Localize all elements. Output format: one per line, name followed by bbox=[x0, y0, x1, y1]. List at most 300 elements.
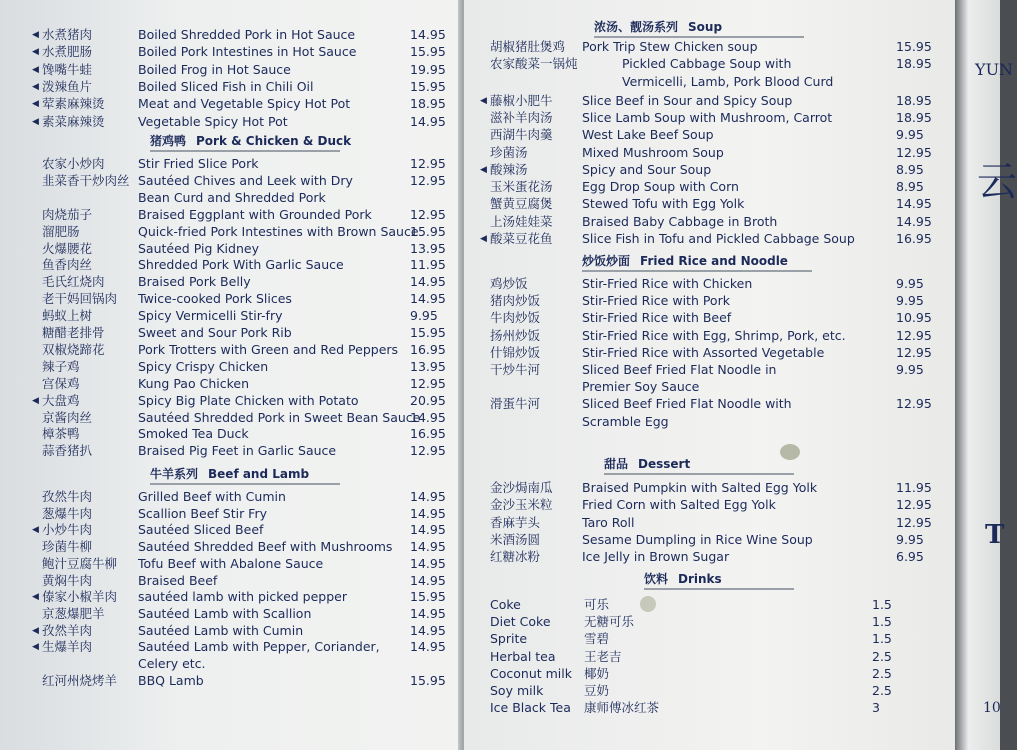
item-marker-icon: ◀ bbox=[32, 525, 39, 536]
item-price: 13.95 bbox=[410, 358, 446, 374]
item-name-english: Ice Black Tea bbox=[490, 700, 571, 716]
item-name-chinese: 滑蛋牛河 bbox=[490, 396, 541, 412]
item-price: 18.95 bbox=[896, 109, 932, 125]
item-name-chinese: 京葱爆肥羊 bbox=[42, 605, 105, 621]
menu-item-row bbox=[42, 555, 447, 573]
item-price: 12.95 bbox=[896, 497, 932, 513]
item-price: 9.95 bbox=[896, 293, 924, 309]
menu-item-row bbox=[42, 488, 447, 506]
item-name-english: Sprite bbox=[490, 631, 528, 647]
item-price: 12.95 bbox=[410, 443, 446, 459]
item-name-chinese: 馋嘴牛蛙 bbox=[42, 61, 93, 77]
menu-item-row bbox=[42, 672, 447, 690]
section-header-chinese: 饮料 bbox=[644, 572, 669, 586]
item-name-english: Boiled Frog in Hot Sauce bbox=[138, 61, 291, 77]
item-name-chinese: 珍菌牛柳 bbox=[42, 539, 93, 555]
item-name-english: Pork Trotters with Green and Red Peppers bbox=[138, 341, 399, 357]
item-name-english: Braised Eggplant with Grounded Pork bbox=[138, 206, 372, 222]
item-name-chinese: 水煮肥肠 bbox=[42, 44, 93, 60]
item-name-chinese: 豆奶 bbox=[584, 683, 610, 698]
item-price: 10.95 bbox=[896, 310, 932, 326]
item-name-english: Bean Curd and Shredded Pork bbox=[138, 189, 326, 205]
item-name-english: Vermicelli, Lamb, Pork Blood Curd bbox=[622, 73, 834, 89]
section-header-english: Beef and Lamb bbox=[208, 467, 310, 481]
item-price: 18.95 bbox=[896, 92, 932, 108]
item-name-chinese: 素菜麻辣烫 bbox=[42, 113, 105, 129]
item-price: 1.5 bbox=[872, 597, 892, 612]
menu-item-row bbox=[32, 622, 447, 640]
item-name-chinese: 孜然羊肉 bbox=[42, 622, 93, 638]
menu-item-row bbox=[42, 273, 447, 291]
item-name-english: Smoked Tea Duck bbox=[138, 426, 249, 442]
item-name-english: Sweet and Sour Pork Rib bbox=[138, 325, 292, 340]
item-name-english: Braised Baby Cabbage in Broth bbox=[582, 213, 778, 229]
item-name-chinese: 无糖可乐 bbox=[584, 614, 635, 630]
menu-item-row bbox=[490, 514, 932, 532]
item-marker-icon: ◀ bbox=[32, 592, 39, 603]
item-name-english: Slice Fish in Tofu and Pickled Cabbage Soup bbox=[582, 231, 855, 246]
item-name-chinese: 扬州炒饭 bbox=[490, 327, 541, 343]
item-name-english: Spicy Crispy Chicken bbox=[138, 358, 269, 374]
item-price: 15.95 bbox=[410, 78, 446, 94]
item-price: 15.95 bbox=[410, 325, 446, 340]
item-name-english: sautéed lamb with picked pepper bbox=[138, 589, 347, 605]
section-header-english: Drinks bbox=[678, 572, 722, 586]
menu-item-row bbox=[480, 161, 924, 179]
item-name-english: Sautéed Pig Kidney bbox=[138, 240, 259, 256]
item-price: 15.95 bbox=[410, 223, 446, 239]
section-header bbox=[644, 570, 794, 590]
item-price: 14.95 bbox=[410, 489, 446, 504]
menu-item-row bbox=[490, 395, 932, 413]
item-name-chinese: 干炒牛河 bbox=[490, 362, 541, 377]
item-name-chinese: 韭菜香干炒肉丝 bbox=[42, 172, 130, 188]
edge-text: 10 bbox=[983, 700, 1001, 716]
item-price: 9.95 bbox=[896, 276, 924, 291]
menu-item-row bbox=[490, 596, 910, 614]
item-name-chinese: 水煮猪肉 bbox=[42, 27, 93, 42]
item-name-english: Stir-Fried Rice with Chicken bbox=[582, 276, 753, 291]
item-marker-icon: ◀ bbox=[32, 30, 39, 40]
section-header-english: Fried Rice and Noodle bbox=[640, 254, 788, 268]
item-price: 12.95 bbox=[896, 514, 932, 530]
item-price: 18.95 bbox=[896, 56, 932, 72]
item-name-english: Stir-Fried Rice with Pork bbox=[582, 293, 730, 309]
item-price: 14.95 bbox=[410, 505, 446, 521]
item-marker-icon: ◀ bbox=[32, 395, 39, 406]
menu-item-row bbox=[32, 26, 447, 44]
menu-item-row bbox=[42, 375, 447, 393]
item-price: 9.95 bbox=[896, 127, 924, 143]
menu-item-row bbox=[480, 230, 932, 248]
menu-item-row bbox=[490, 327, 932, 345]
item-name-chinese: 樟茶鸭 bbox=[42, 426, 80, 442]
menu-item-row bbox=[490, 275, 924, 293]
item-name-chinese: 黄焖牛肉 bbox=[42, 572, 93, 588]
item-name-chinese: 农家小炒肉 bbox=[42, 156, 105, 171]
item-name-english: Pickled Cabbage Soup with bbox=[622, 56, 792, 72]
item-name-chinese: 辣子鸡 bbox=[42, 358, 80, 374]
item-name-english: Ice Jelly in Brown Sugar bbox=[582, 549, 730, 565]
item-name-english: Coke bbox=[490, 597, 521, 612]
next-page-edge bbox=[955, 0, 1017, 750]
item-name-chinese: 米酒汤圆 bbox=[490, 531, 541, 547]
item-name-chinese: 红河州烧烤羊 bbox=[42, 672, 118, 688]
item-name-chinese: 酸菜豆花鱼 bbox=[490, 231, 553, 246]
section-header bbox=[604, 455, 794, 475]
section-header bbox=[594, 18, 804, 38]
item-name-chinese: 康师傅冰红茶 bbox=[584, 700, 660, 716]
menu-item-row bbox=[490, 496, 932, 514]
item-name-english: Taro Roll bbox=[582, 514, 635, 530]
menu-item-row bbox=[32, 588, 447, 606]
item-name-chinese: 牛肉炒饭 bbox=[490, 310, 541, 326]
section-header-english: Soup bbox=[688, 20, 723, 34]
menu-item-row bbox=[42, 223, 447, 241]
item-price: 19.95 bbox=[410, 61, 446, 77]
item-price: 15.95 bbox=[410, 44, 446, 60]
item-name-chinese: 雪碧 bbox=[584, 631, 610, 647]
menu-item-row bbox=[490, 479, 932, 497]
item-price: 16.95 bbox=[410, 426, 446, 442]
item-name-chinese: 金沙玉米粒 bbox=[490, 497, 553, 513]
item-name-chinese: 可乐 bbox=[584, 597, 610, 612]
item-name-english: Coconut milk bbox=[490, 665, 572, 681]
item-price: 8.95 bbox=[896, 161, 924, 177]
item-name-english: Sliced Beef Fried Flat Noodle in bbox=[582, 362, 777, 377]
menu-item-row bbox=[42, 655, 447, 673]
menu-item-row bbox=[490, 648, 910, 666]
item-price: 14.95 bbox=[410, 522, 446, 538]
item-name-chinese: 蚂蚁上树 bbox=[42, 308, 93, 324]
menu-item-row bbox=[42, 442, 447, 460]
item-price: 14.95 bbox=[410, 639, 446, 655]
menu-item-row bbox=[490, 73, 910, 91]
menu-item-row bbox=[42, 206, 447, 224]
item-price: 14.95 bbox=[410, 409, 446, 425]
item-name-english: Premier Soy Sauce bbox=[582, 379, 700, 395]
item-name-english: Fried Corn with Salted Egg Yolk bbox=[582, 497, 776, 513]
menu-item-row bbox=[32, 521, 447, 539]
menu-item-row bbox=[32, 43, 447, 61]
item-price: 2.5 bbox=[872, 683, 892, 698]
menu-item-row bbox=[490, 292, 924, 310]
menu-item-row bbox=[42, 324, 447, 342]
item-name-english: Braised Pumpkin with Salted Egg Yolk bbox=[582, 480, 818, 495]
item-price: 12.95 bbox=[896, 327, 932, 343]
menu-item-row bbox=[42, 290, 447, 308]
item-name-english: Sesame Dumpling in Rice Wine Soup bbox=[582, 531, 813, 547]
menu-item-row bbox=[490, 630, 910, 648]
item-name-chinese: 什锦炒饭 bbox=[490, 344, 541, 360]
item-price: 15.95 bbox=[896, 39, 932, 54]
menu-item-row bbox=[42, 341, 447, 359]
item-marker-icon: ◀ bbox=[480, 95, 487, 106]
item-name-english: Vegetable Spicy Hot Pot bbox=[138, 113, 288, 129]
item-price: 14.95 bbox=[410, 572, 446, 588]
item-price: 2.5 bbox=[872, 648, 892, 664]
item-name-chinese: 溜肥肠 bbox=[42, 223, 80, 239]
section-header-chinese: 浓汤、靓汤系列 bbox=[594, 20, 679, 34]
menu-item-row bbox=[490, 699, 910, 717]
section-header bbox=[582, 252, 812, 272]
section-header-english: Pork & Chicken & Duck bbox=[196, 134, 352, 148]
item-marker-icon: ◀ bbox=[480, 234, 487, 244]
edge-text: 云 bbox=[977, 159, 1017, 205]
menu-item-row bbox=[490, 548, 924, 566]
menu-item-row bbox=[42, 358, 447, 376]
section-header-chinese: 甜品 bbox=[604, 457, 629, 471]
item-name-english: Soy milk bbox=[490, 683, 544, 698]
item-marker-icon: ◀ bbox=[32, 642, 39, 653]
menu-item-row bbox=[490, 38, 932, 56]
item-name-chinese: 红糖冰粉 bbox=[490, 549, 541, 565]
item-name-english: Sautéed Chives and Leek with Dry bbox=[138, 172, 353, 188]
menu-item-row bbox=[42, 425, 447, 443]
item-name-english: Stir-Fried Rice with Egg, Shrimp, Pork, etc. bbox=[582, 327, 846, 343]
menu-item-row bbox=[480, 92, 932, 110]
item-price: 1.5 bbox=[872, 614, 892, 630]
item-name-chinese: 玉米蛋花汤 bbox=[490, 179, 553, 195]
item-name-english: Boiled Sliced Fish in Chili Oil bbox=[138, 78, 314, 94]
menu-item-row bbox=[490, 213, 932, 231]
menu-item-row bbox=[490, 344, 932, 362]
item-name-chinese: 蒜香猪扒 bbox=[42, 443, 93, 459]
item-name-english: Slice Lamb Soup with Mushroom, Carrot bbox=[582, 109, 833, 125]
item-name-english: Sautéed Lamb with Pepper, Coriander, bbox=[138, 639, 380, 655]
menu-item-row bbox=[490, 126, 924, 144]
item-marker-icon: ◀ bbox=[32, 116, 39, 127]
item-name-english: Scallion Beef Stir Fry bbox=[138, 505, 267, 521]
menu-item-row bbox=[490, 55, 932, 73]
item-marker-icon: ◀ bbox=[32, 625, 39, 636]
menu-item-row bbox=[490, 413, 910, 431]
menu-item-row bbox=[42, 307, 447, 325]
item-name-chinese: 火爆腰花 bbox=[42, 240, 93, 256]
item-price: 9.95 bbox=[410, 308, 438, 324]
item-price: 14.95 bbox=[410, 113, 446, 129]
item-price: 12.95 bbox=[410, 375, 446, 391]
item-name-chinese: 藤椒小肥牛 bbox=[490, 92, 553, 108]
item-name-english: Shredded Pork With Garlic Sauce bbox=[138, 257, 344, 273]
item-price: 3 bbox=[872, 700, 880, 716]
item-price: 12.95 bbox=[896, 144, 932, 160]
item-name-english: Meat and Vegetable Spicy Hot Pot bbox=[138, 96, 351, 112]
item-name-chinese: 酸辣汤 bbox=[490, 161, 528, 177]
item-price: 12.95 bbox=[410, 172, 446, 188]
item-name-english: Spicy Vermicelli Stir-fry bbox=[138, 308, 283, 324]
item-name-chinese: 肉烧茄子 bbox=[42, 206, 93, 222]
item-price: 9.95 bbox=[896, 362, 924, 377]
section-header-english: Dessert bbox=[638, 457, 691, 471]
item-price: 15.95 bbox=[410, 672, 446, 688]
menu-item-row bbox=[42, 505, 447, 523]
item-price: 14.95 bbox=[896, 196, 932, 212]
item-name-english: Spicy Big Plate Chicken with Potato bbox=[138, 392, 359, 408]
item-name-english: Pork Trip Stew Chicken soup bbox=[582, 39, 758, 54]
menu-right-page bbox=[464, 0, 960, 750]
item-name-english: Kung Pao Chicken bbox=[138, 375, 249, 391]
item-price: 14.95 bbox=[896, 213, 932, 229]
edge-text: T bbox=[985, 520, 1005, 550]
menu-item-row bbox=[490, 195, 932, 213]
item-price: 13.95 bbox=[410, 240, 446, 256]
menu-item-row bbox=[42, 572, 447, 590]
item-name-english: Egg Drop Soup with Corn bbox=[582, 179, 739, 195]
item-name-chinese: 双椒烧蹄花 bbox=[42, 341, 105, 357]
item-name-english: Sautéed Shredded Pork in Sweet Bean Sauce bbox=[138, 409, 421, 425]
menu-item-row bbox=[490, 309, 932, 327]
item-name-english: Boiled Pork Intestines in Hot Sauce bbox=[138, 44, 357, 60]
item-name-english: Boiled Shredded Pork in Hot Sauce bbox=[138, 27, 356, 42]
item-name-chinese: 胡椒猪肚煲鸡 bbox=[490, 39, 566, 54]
menu-item-row bbox=[490, 144, 932, 162]
menu-item-row bbox=[42, 155, 447, 173]
item-price: 16.95 bbox=[896, 231, 932, 246]
item-name-chinese: 上汤娃娃菜 bbox=[490, 213, 553, 229]
item-price: 16.95 bbox=[410, 341, 446, 357]
menu-item-row bbox=[42, 256, 447, 274]
item-name-chinese: 珍菌汤 bbox=[490, 144, 528, 160]
item-name-english: Sliced Beef Fried Flat Noodle with bbox=[582, 396, 792, 412]
item-name-english: Herbal tea bbox=[490, 648, 556, 664]
item-name-chinese: 傣家小椒羊肉 bbox=[42, 589, 118, 605]
menu-item-row bbox=[490, 109, 932, 127]
item-marker-icon: ◀ bbox=[32, 81, 39, 92]
item-price: 8.95 bbox=[896, 179, 924, 195]
item-marker-icon: ◀ bbox=[480, 164, 487, 175]
item-name-chinese: 鸡炒饭 bbox=[490, 276, 528, 291]
item-name-chinese: 大盘鸡 bbox=[42, 392, 80, 408]
item-name-chinese: 滋补羊肉汤 bbox=[490, 109, 553, 125]
item-name-chinese: 宫保鸡 bbox=[42, 375, 80, 391]
menu-item-row bbox=[42, 172, 447, 190]
menu-item-row bbox=[42, 538, 447, 556]
item-price: 14.95 bbox=[410, 27, 446, 42]
item-price: 11.95 bbox=[896, 480, 932, 495]
section-header-chinese: 牛羊系列 bbox=[150, 467, 199, 481]
item-price: 14.95 bbox=[410, 622, 446, 638]
section-header-chinese: 猪鸡鸭 bbox=[150, 134, 187, 148]
item-price: 6.95 bbox=[896, 549, 924, 565]
item-name-chinese: 泼辣鱼片 bbox=[42, 78, 93, 94]
item-name-english: Stir Fried Slice Pork bbox=[138, 156, 259, 171]
item-name-chinese: 小炒牛肉 bbox=[42, 522, 93, 538]
item-price: 18.95 bbox=[410, 96, 446, 112]
item-name-english: BBQ Lamb bbox=[138, 672, 204, 688]
menu-item-row bbox=[42, 409, 447, 427]
item-name-chinese: 生爆羊肉 bbox=[42, 639, 93, 655]
item-name-chinese: 椰奶 bbox=[584, 665, 610, 681]
item-marker-icon: ◀ bbox=[32, 47, 39, 58]
section-header-chinese: 炒饭炒面 bbox=[582, 254, 631, 268]
menu-item-row bbox=[32, 113, 447, 131]
item-name-english: Grilled Beef with Cumin bbox=[138, 489, 286, 504]
menu-item-row bbox=[490, 613, 910, 631]
menu-item-row bbox=[32, 95, 447, 113]
item-name-english: Scramble Egg bbox=[582, 413, 669, 429]
item-name-chinese: 王老吉 bbox=[584, 648, 622, 664]
item-name-chinese: 糖醋老排骨 bbox=[42, 325, 105, 340]
menu-item-row bbox=[32, 78, 447, 96]
item-name-chinese: 荤素麻辣烫 bbox=[42, 96, 105, 112]
menu-item-row bbox=[32, 638, 447, 656]
item-price: 9.95 bbox=[896, 531, 924, 547]
item-name-english: Stir-Fried Rice with Beef bbox=[582, 310, 732, 326]
item-price: 14.95 bbox=[410, 539, 446, 555]
item-price: 2.5 bbox=[872, 665, 892, 681]
item-name-english: Braised Pork Belly bbox=[138, 274, 251, 290]
menu-item-row bbox=[490, 682, 910, 700]
item-name-english: Sautéed Sliced Beef bbox=[138, 522, 264, 538]
item-name-english: Quick-fried Pork Intestines with Brown Sauce bbox=[138, 223, 419, 239]
item-name-english: Diet Coke bbox=[490, 614, 551, 630]
item-name-chinese: 猪肉炒饭 bbox=[490, 293, 541, 309]
item-price: 1.5 bbox=[872, 631, 892, 647]
menu-item-row bbox=[490, 378, 910, 396]
item-price: 20.95 bbox=[410, 392, 446, 408]
item-name-chinese: 鲍汁豆腐牛柳 bbox=[42, 555, 118, 571]
menu-item-row bbox=[42, 189, 447, 207]
item-price: 12.95 bbox=[410, 156, 446, 171]
item-name-chinese: 葱爆牛肉 bbox=[42, 505, 93, 521]
item-name-english: Braised Pig Feet in Garlic Sauce bbox=[138, 443, 337, 459]
item-name-english: West Lake Beef Soup bbox=[582, 127, 714, 143]
item-name-english: Twice-cooked Pork Slices bbox=[138, 291, 292, 307]
item-name-chinese: 京酱肉丝 bbox=[42, 409, 93, 425]
item-name-english: Stewed Tofu with Egg Yolk bbox=[582, 196, 745, 212]
item-price: 11.95 bbox=[410, 257, 446, 273]
item-price: 15.95 bbox=[410, 589, 446, 605]
menu-item-row bbox=[490, 361, 924, 379]
menu-item-row bbox=[42, 605, 447, 623]
item-marker-icon: ◀ bbox=[32, 99, 39, 110]
item-name-english: Spicy and Sour Soup bbox=[582, 161, 712, 177]
item-name-english: Sautéed Lamb with Cumin bbox=[138, 622, 304, 638]
item-name-chinese: 农家酸菜一锅炖 bbox=[490, 56, 578, 72]
item-price: 14.95 bbox=[410, 555, 446, 571]
menu-item-row bbox=[490, 178, 924, 196]
item-name-chinese: 孜然牛肉 bbox=[42, 489, 93, 504]
item-name-chinese: 金沙焗南瓜 bbox=[490, 480, 553, 495]
item-price: 12.95 bbox=[896, 396, 932, 412]
item-name-chinese: 鱼香肉丝 bbox=[42, 257, 93, 273]
item-price: 14.95 bbox=[410, 605, 446, 621]
menu-item-row bbox=[42, 240, 447, 258]
item-name-chinese: 毛氏红烧肉 bbox=[42, 274, 105, 290]
item-name-chinese: 香麻芋头 bbox=[490, 514, 541, 530]
menu-item-row bbox=[490, 665, 910, 683]
item-name-english: Slice Beef in Sour and Spicy Soup bbox=[582, 92, 793, 108]
item-price: 12.95 bbox=[896, 344, 932, 360]
edge-text: YUN bbox=[975, 60, 1014, 79]
item-price: 14.95 bbox=[410, 274, 446, 290]
item-name-english: Braised Beef bbox=[138, 572, 218, 588]
item-name-english: Celery etc. bbox=[138, 656, 206, 671]
item-name-chinese: 蟹黄豆腐煲 bbox=[490, 196, 553, 212]
item-name-chinese: 西湖牛肉羹 bbox=[490, 127, 553, 143]
menu-left-page bbox=[0, 0, 462, 750]
item-name-english: Stir-Fried Rice with Assorted Vegetable bbox=[582, 344, 825, 360]
item-price: 12.95 bbox=[410, 206, 446, 222]
menu-item-row bbox=[490, 531, 924, 549]
menu-item-row bbox=[32, 61, 447, 79]
section-header bbox=[150, 132, 352, 152]
section-header bbox=[150, 465, 340, 485]
item-name-english: Mixed Mushroom Soup bbox=[582, 144, 724, 160]
item-marker-icon: ◀ bbox=[32, 64, 39, 75]
item-name-english: Sautéed Shredded Beef with Mushrooms bbox=[138, 539, 393, 555]
